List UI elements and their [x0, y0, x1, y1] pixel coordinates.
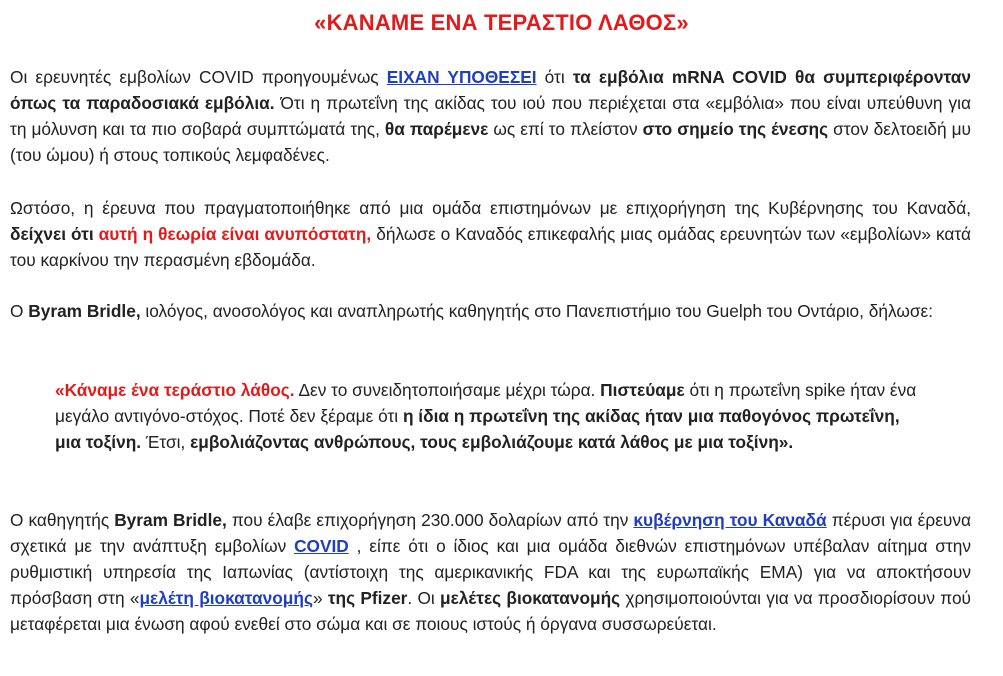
text: Δεν το συνειδητοποιήσαμε μέχρι τώρα.	[294, 380, 601, 400]
paragraph-4	[10, 507, 971, 637]
highlight-red-text: «Κάναμε ένα τεράστιο λάθος.	[55, 380, 295, 400]
bold-text: η ίδια η πρωτεΐνη της ακίδας ήταν μια παθογόνος πρωτεΐνη, μια τοξίνη.	[55, 406, 900, 452]
bold-text: δείχνει ότι	[10, 224, 99, 244]
article-title: «ΚΑΝΑΜΕ ΕΝΑ ΤΕΡΑΣΤΙΟ ΛΑΘΟΣ»	[314, 10, 689, 35]
text: πέρυσι για έρευνα σχετικά με την ανάπτυξη εμβολίων	[10, 510, 971, 556]
bold-text: της Pfizer	[327, 588, 408, 608]
bold-text: μελέτες βιοκατανομής	[440, 588, 621, 608]
link-eixan-ypothesei[interactable]: ΕΙΧΑΝ ΥΠΟΘΕΣΕΙ	[386, 67, 537, 87]
bold-text: στο σημείο της ένεσης	[642, 119, 829, 139]
text: Ωστόσο, η έρευνα που πραγματοποιήθηκε από μια ομάδα επιστημόνων με επιχορήγηση της Κυβέρνησης του Καναδά,	[10, 198, 971, 218]
text: στον δελτοειδή μυ (του ώμου) ή στους τοπικούς λεμφαδένες.	[10, 119, 972, 165]
bold-text: εμβολιάζοντας ανθρώπους, τους εμβολιάζουμε κατά λάθος με μια τοξίνη».	[190, 432, 794, 452]
highlight-red-text: αυτή η θεωρία είναι ανυπόστατη,	[98, 224, 372, 244]
paragraph-2	[10, 195, 971, 273]
text: Ότι η πρωτεΐνη της ακίδας του ιού που περιέχεται στα «εμβόλια» που είναι υπεύθυνη για τη μόλυνση και τα πιο σοβαρά συμπτώματά της,	[10, 93, 971, 139]
text: ως επί το πλείστον	[488, 119, 643, 139]
text: ιολόγος, ανοσολόγος και αναπληρωτής καθηγητής στο Πανεπιστήμιο του Guelph του Οντάριο, δήλωσε:	[140, 301, 934, 321]
link-kyvernisi-kanada[interactable]: κυβέρνηση του Καναδά	[633, 510, 827, 530]
bold-text: Byram Bridle,	[114, 510, 227, 530]
paragraph-1	[10, 64, 971, 168]
text: Ο	[10, 301, 29, 321]
text: Οι ερευνητές εμβολίων COVID προηγουμένως	[10, 67, 387, 87]
blockquote	[55, 377, 925, 455]
text: χρησιμοποιούνται για να προσδιορίσουν πού μεταφέρεται μια ένωση αφού ενεθεί στο σώμα και σε ποιους ιστούς ή όργανα συσσωρεύεται.	[10, 588, 972, 634]
text: Έτσι,	[141, 432, 191, 452]
bold-text: θα παρέμενε	[384, 119, 489, 139]
link-meleti-viokatanomis[interactable]: μελέτη βιοκατανομής	[139, 588, 313, 608]
text: , είπε ότι ο ίδιος και μια ομάδα διεθνών επιστημόνων υπέβαλαν αίτημα στην ρυθμιστική υπηρεσία της Ιαπωνίας (αντίστοιχη της αμερικανικής FDA και της ευρωπαϊκής EMA) για να αποκτήσουν πρόσβαση στη «	[10, 536, 972, 608]
bold-text: τα εμβόλια mRNA COVID θα συμπεριφέρονταν όπως τα παραδοσιακά εμβόλια.	[10, 67, 971, 113]
paragraph-3	[10, 298, 971, 324]
text: ότι	[536, 67, 573, 87]
text: Ο καθηγητής	[10, 510, 115, 530]
bold-text: Byram Bridle,	[28, 301, 141, 321]
link-covid[interactable]: COVID	[294, 536, 349, 556]
text: »	[312, 588, 328, 608]
text: δήλωσε ο Καναδός επικεφαλής μιας ομάδας ερευνητών των «εμβολίων» κατά του καρκίνου την περασμένη εβδομάδα.	[10, 224, 971, 270]
text: ότι η πρωτεΐνη spike ήταν ένα μεγάλο αντιγόνο-στόχος. Ποτέ δεν ξέραμε ότι	[55, 380, 917, 426]
bold-text: Πιστεύαμε	[600, 380, 685, 400]
text: που έλαβε επιχορήγηση 230.000 δολαρίων από την	[226, 510, 634, 530]
text: . Οι	[407, 588, 441, 608]
